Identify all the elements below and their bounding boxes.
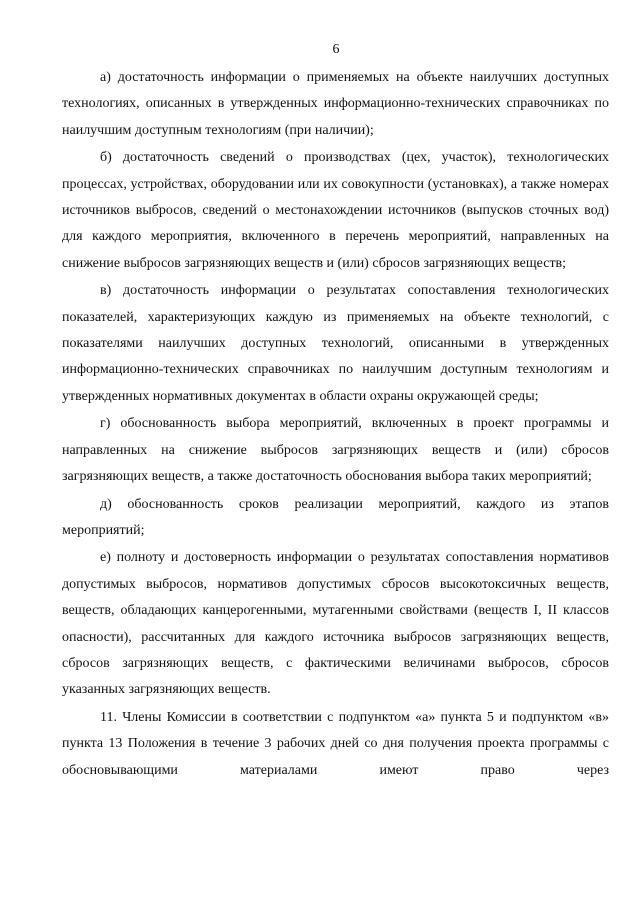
paragraph-d: д) обоснованность сроков реализации мероприятий, каждого из этапов мероприятий; [62,496,609,538]
paragraph-11: 11. Члены Комиссии в соответствии с подпунктом «а» пункта 5 и подпунктом «в» пункта 13 Положения в течение 3 рабочих дней со дня получения проекта программы с обосновывающими материалами имеют право через [62,709,609,778]
document-body [62,65,609,784]
paragraph-b: б) достаточность сведений о производствах (цех, участок), технологических процессах, устройствах, оборудовании или их совокупности (установках), а также номерах источников выбросов, сведений о местонахождении источников (выпусков сточных вод) для каждого мероприятия, включенного в перечень мероприятий, направленных на снижение выбросов загрязняющих веществ и (или) сбросов загрязняющих веществ; [62,150,609,271]
paragraph-g: г) обоснованность выбора мероприятий, включенных в проект программы и направленных на снижение выбросов загрязняющих веществ и (или) сбросов загрязняющих веществ, а также достаточность обоснования выбора таких мероприятий; [62,416,609,485]
paragraph-e: е) полноту и достоверность информации о результатах сопоставления нормативов допустимых выбросов, нормативов допустимых сбросов высокотоксичных веществ, веществ, обладающих канцерогенными, мутагенными свойствами (веществ I, II классов опасности), рассчитанных для каждого источника выбросов загрязняющих веществ, сбросов загрязняющих веществ, с фактическими величинами выбросов, сбросов указанных загрязняющих веществ. [62,550,609,698]
paragraph-a: а) достаточность информации о применяемых на объекте наилучших доступных технологиях, описанных в утвержденных информационно-технических справочниках по наилучшим доступным технологиям (при наличии); [62,70,609,138]
paragraph-v: в) достаточность информации о результатах сопоставления технологических показателей, характеризующих каждую из применяемых на объекте технологий, с показателями наилучших доступных технологий, описанными в утвержденных информационно-технических справочниках по наилучшим доступным технологиям и утвержденных нормативных документах в области охраны окружающей среды; [62,283,609,404]
page-number: 6 [332,42,340,57]
